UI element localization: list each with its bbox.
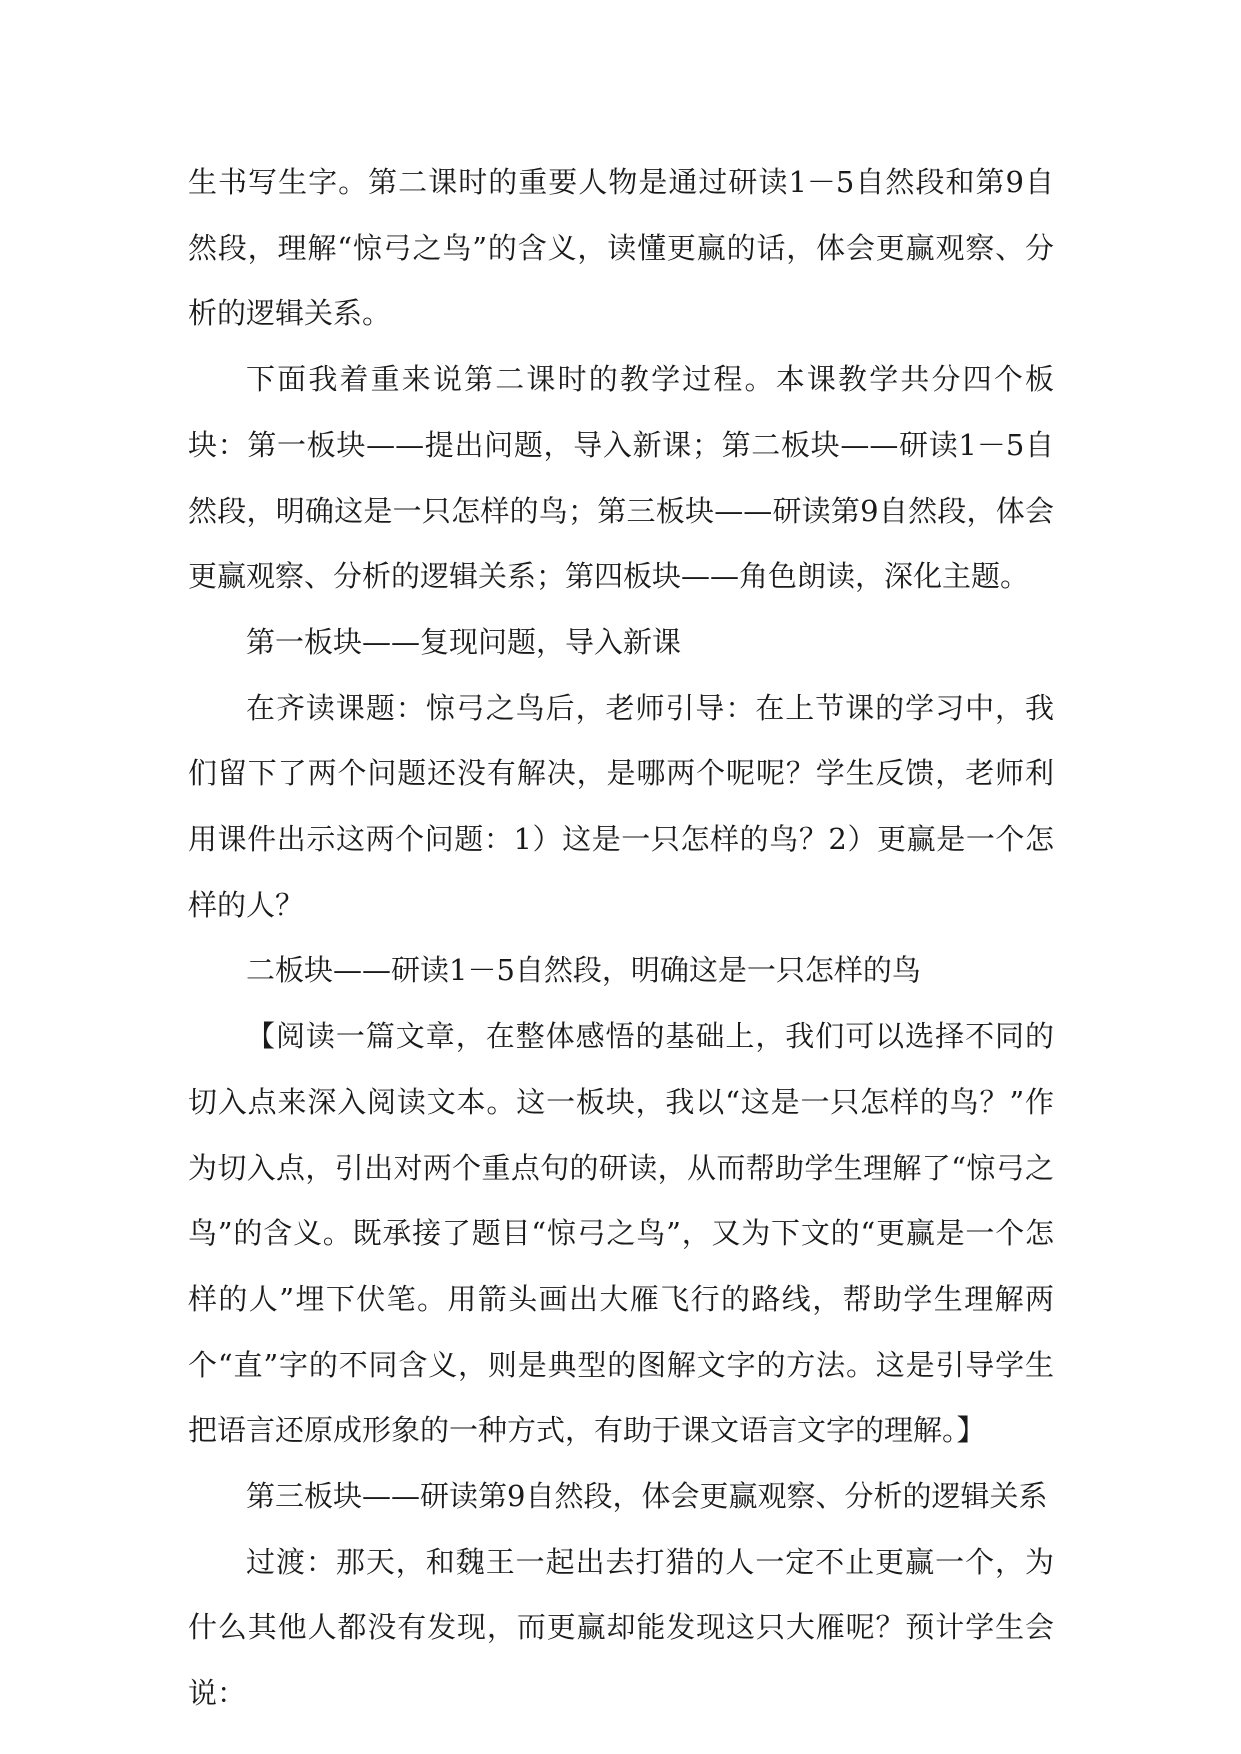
paragraph-3: 在齐读课题：惊弓之鸟后，老师引导：在上节课的学习中，我们留下了两个问题还没有解决，是哪两个呢呢？学生反馈，老师利用课件出示这两个问题：1）这是一只怎样的鸟？2）更赢是一个怎样的人？ [188, 690, 1054, 922]
section-heading-1: 第一板块——复现问题，导入新课 [246, 624, 682, 659]
section-heading-2: 二板块——研读1－5自然段，明确这是一只怎样的鸟 [246, 953, 921, 988]
paragraph-1: 生书写生字。第二课时的重要人物是通过研读1－5自然段和第9自然段，理解“惊弓之鸟”的含义，读懂更赢的话，体会更赢观察、分析的逻辑关系。 [188, 165, 1054, 331]
paragraph-2: 下面我着重来说第二课时的教学过程。本课教学共分四个板块：第一板块——提出问题，导入新课；第二板块——研读1－5自然段，明确这是一只怎样的鸟；第三板块——研读第9自然段，体会更赢观察、分析的逻辑关系；第四板块——角色朗读，深化主题。 [188, 362, 1054, 594]
paragraph-4: 【阅读一篇文章，在整体感悟的基础上，我们可以选择不同的切入点来深入阅读文本。这一板块，我以“这是一只怎样的鸟？”作为切入点，引出对两个重点句的研读，从而帮助学生理解了“惊弓之鸟”的含义。既承接了题目“惊弓之鸟”，又为下文的“更赢是一个怎样的人”埋下伏笔。用箭头画出大雁飞行的路线，帮助学生理解两个“直”字的不同含义，则是典型的图解文字的方法。这是引导学生把语言还原成形象的一种方式，有助于课文语言文字的理解。】 [188, 1019, 1054, 1448]
section-heading-3: 第三板块——研读第9自然段，体会更赢观察、分析的逻辑关系 [246, 1479, 1048, 1514]
paragraph-5: 过渡：那天，和魏王一起出去打猎的人一定不止更赢一个，为什么其他人都没有发现，而更赢却能发现这只大雁呢？预计学生会说： [188, 1544, 1054, 1711]
document-page [188, 150, 1054, 1727]
